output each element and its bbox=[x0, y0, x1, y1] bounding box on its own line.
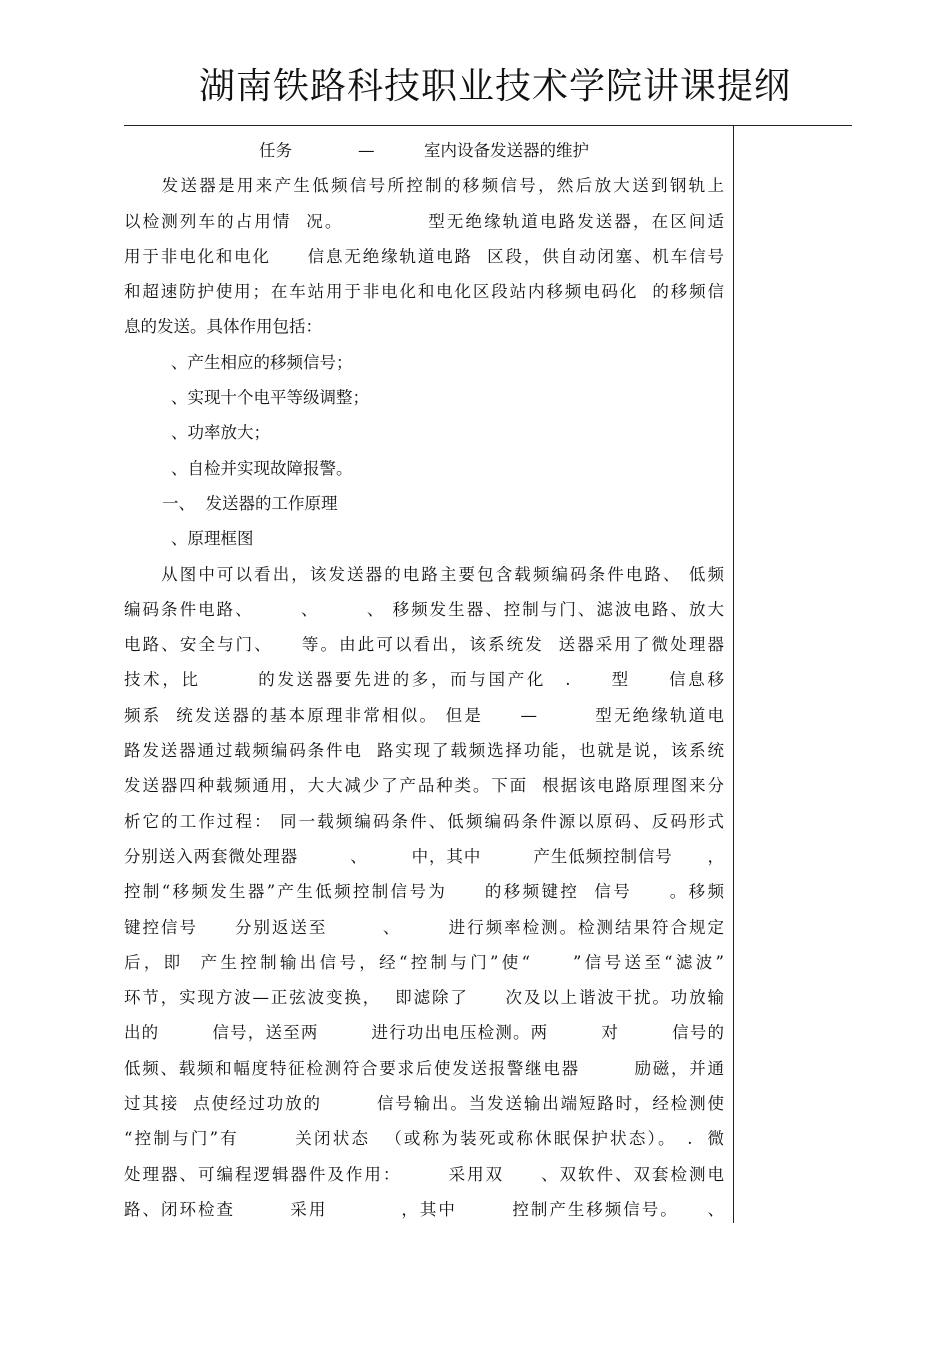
paragraph-line: 从图中可以看出，该发送器的电路主要包含载频编码条件电路、 低频 bbox=[124, 564, 724, 584]
paragraph-line: 频系 统发送器的基本原理非常相似。 但是 — 型无绝缘轨道电 bbox=[124, 705, 724, 725]
paragraph-line: 键控信号 分别返送至 、 进行频率检测。检测结果符合规定 bbox=[124, 917, 724, 937]
paragraph-line: 后，即 产生控制输出信号，经“控制与门”使“ ”信号送至“滤波” bbox=[124, 952, 724, 972]
paragraph-line: 分别送入两套微处理器 、 中，其中 产生低频控制信号 ， bbox=[124, 846, 724, 866]
paragraph-line: 用于非电化和电化 信息无绝缘轨道电路 区段，供自动闭塞、机车信号 bbox=[124, 246, 724, 266]
paragraph-line: “控制与门”有 关闭状态 （或称为装死或称休眠保护状态）。 . 微 bbox=[124, 1129, 724, 1149]
paragraph-line: 析它的工作过程： 同一载频编码条件、低频编码条件源以原码、反码形式 bbox=[124, 811, 724, 831]
right-margin-rule bbox=[733, 125, 734, 1223]
paragraph-line: 处理器、可编程逻辑器件及作用： 采用双 、双软件、双套检测电 bbox=[124, 1164, 724, 1184]
function-item: 、功率放大； bbox=[171, 423, 270, 443]
paragraph-line: 低频、载频和幅度特征检测符合要求后使发送报警继电器 励磁，并通 bbox=[124, 1058, 724, 1078]
paragraph-line: 环节，实现方波—正弦波变换， 即滤除了 次及以上谐波干扰。功放输 bbox=[124, 988, 724, 1008]
paragraph-line: 和超速防护使用；在车站用于非电化和电化区段站内移频电码化 的移频信 bbox=[124, 282, 724, 302]
paragraph-line: 路、闭环检查 采用 ，其中 控制产生移频信号。 、 bbox=[124, 1199, 724, 1219]
paragraph-line: 控制“移频发生器”产生低频控制信号为 的移频键控 信号 。移频 bbox=[124, 882, 724, 902]
subsection-heading: 、原理框图 bbox=[171, 529, 254, 549]
paragraph-line: 发送器四种载频通用，大大减少了产品种类。下面 根据该电路原理图来分 bbox=[124, 776, 724, 796]
paragraph-line: 路发送器通过载频编码条件电 路实现了载频选择功能，也就是说，该系统 bbox=[124, 741, 724, 761]
paragraph-line: 编码条件电路、 、 、 移频发生器、控制与门、滤波电路、放大 bbox=[124, 599, 724, 619]
paragraph-line: 技术，比 的发送器要先进的多，而与国产化 . 型 信息移 bbox=[124, 670, 724, 690]
function-item: 、产生相应的移频信号； bbox=[171, 352, 353, 372]
section-heading: 一、 发送器的工作原理 bbox=[162, 493, 338, 513]
paragraph-line: 以检测列车的占用情 况。 型无绝缘轨道电路发送器，在区间适 bbox=[124, 211, 724, 231]
document-body bbox=[124, 133, 724, 1227]
page-title: 湖南铁路科技职业技术学院讲课提纲 bbox=[198, 66, 791, 107]
function-item: 、自检并实现故障报警。 bbox=[171, 458, 353, 478]
paragraph-line: 出的 信号，送至两 进行功出电压检测。两 对 信号的 bbox=[124, 1023, 724, 1043]
paragraph-line: 过其接 点使经过功放的 信号输出。当发送输出端短路时，经检测使 bbox=[124, 1094, 724, 1114]
header-rule bbox=[124, 125, 852, 126]
paragraph-line: 息的发送。具体作用包括： bbox=[124, 317, 322, 337]
paragraph-line: 发送器是用来产生低频信号所控制的移频信号，然后放大送到钢轨上 bbox=[124, 176, 724, 196]
task-heading: 任务 — 室内设备发送器的维护 bbox=[259, 141, 589, 160]
paragraph-line: 电路、安全与门、 等。由此可以看出，该系统发 送器采用了微处理器 bbox=[124, 635, 724, 655]
function-item: 、实现十个电平等级调整； bbox=[171, 388, 369, 408]
